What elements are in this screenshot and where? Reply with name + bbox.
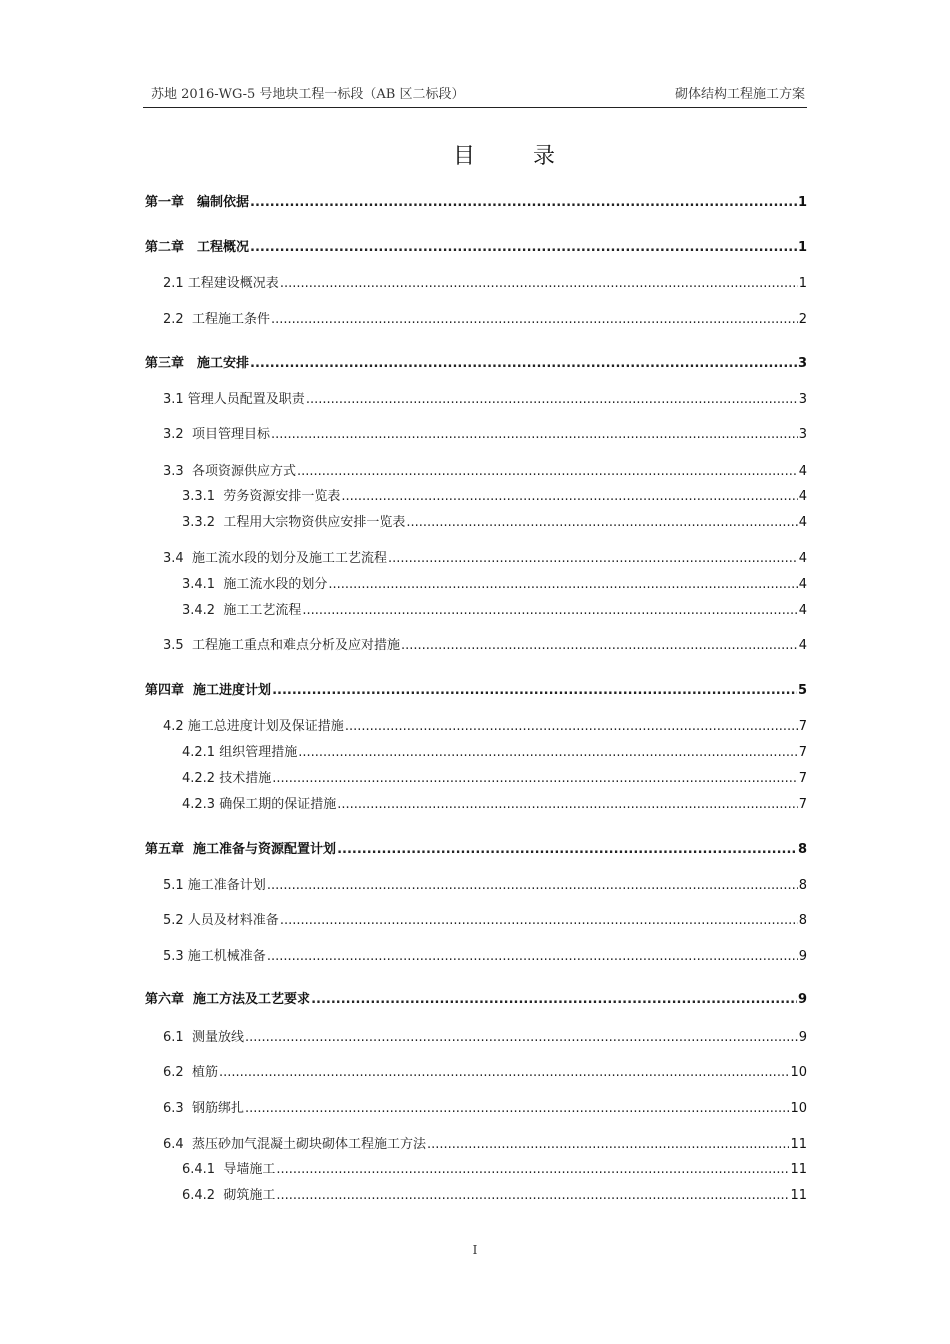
- toc-dot-leader: [250, 238, 797, 258]
- toc-entry-level-3[interactable]: [182, 795, 807, 815]
- toc-entry-page-number: 11: [790, 1137, 807, 1152]
- toc-entry-level-2[interactable]: [163, 876, 807, 896]
- toc-entry-level-3[interactable]: [182, 1186, 807, 1206]
- toc-entry-label: 3.3.2 工程用大宗物资供应安排一览表: [182, 515, 406, 530]
- toc-entry-page-number: 4: [798, 464, 807, 479]
- toc-entry-page-number: 2: [798, 312, 807, 327]
- toc-entry-page-number: 1: [797, 195, 807, 210]
- toc-dot-leader: [302, 601, 797, 621]
- toc-dot-leader: [245, 1099, 790, 1119]
- toc-dot-leader: [276, 1186, 789, 1206]
- toc-entry-label: 4.2 施工总进度计划及保证措施: [163, 719, 344, 734]
- page-number: I: [472, 1243, 478, 1257]
- toc-entry-page-number: 3: [797, 356, 807, 371]
- toc-entry-label: 第二章 工程概况: [145, 240, 250, 255]
- header-project-name: 苏地 2016-WG-5 号地块工程一标段（AB 区二标段）: [151, 87, 465, 102]
- toc-entry-level-3[interactable]: [182, 487, 807, 507]
- toc-dot-leader: [328, 575, 797, 595]
- toc-entry-label: 6.1 测量放线: [163, 1030, 244, 1045]
- toc-entry-label: 4.2.1 组织管理措施: [182, 745, 298, 760]
- toc-entry-label: 3.1 管理人员配置及职责: [163, 392, 305, 407]
- toc-entry-page-number: 5: [797, 683, 807, 698]
- toc-title: 目录: [452, 144, 613, 169]
- toc-entry-label: 6.3 钢筋绑扎: [163, 1101, 244, 1116]
- toc-entry-label: 6.2 植筋: [163, 1065, 218, 1080]
- toc-entry-page-number: 1: [797, 240, 807, 255]
- toc-entry-level-1[interactable]: [145, 238, 807, 258]
- toc-entry-level-2[interactable]: [163, 1135, 807, 1155]
- toc-entry-page-number: 10: [790, 1101, 807, 1116]
- toc-entry-level-2[interactable]: [163, 425, 807, 445]
- toc-entry-page-number: 8: [797, 842, 807, 857]
- toc-entry-label: 第三章 施工安排: [145, 356, 250, 371]
- toc-dot-leader: [298, 743, 798, 763]
- toc-entry-level-2[interactable]: [163, 717, 807, 737]
- toc-dot-leader: [341, 487, 797, 507]
- toc-dot-leader: [401, 636, 798, 656]
- toc-entry-label: 3.3 各项资源供应方式: [163, 464, 296, 479]
- toc-entry-level-3[interactable]: [182, 769, 807, 789]
- toc-entry-page-number: 7: [798, 771, 807, 786]
- toc-dot-leader: [406, 513, 797, 533]
- toc-entry-page-number: 4: [798, 489, 807, 504]
- toc-dot-leader: [388, 549, 798, 569]
- toc-entry-page-number: 9: [798, 949, 807, 964]
- toc-entry-page-number: 4: [798, 515, 807, 530]
- toc-entry-page-number: 11: [790, 1188, 807, 1203]
- toc-entry-page-number: 9: [798, 1030, 807, 1045]
- toc-dot-leader: [276, 1160, 789, 1180]
- toc-dot-leader: [280, 274, 798, 294]
- toc-dot-leader: [271, 310, 798, 330]
- toc-entry-label: 第五章 施工准备与资源配置计划: [145, 842, 337, 857]
- toc-entry-level-3[interactable]: [182, 513, 807, 533]
- toc-entry-label: 3.4.2 施工工艺流程: [182, 603, 302, 618]
- toc-dot-leader: [297, 462, 798, 482]
- toc-entry-page-number: 1: [798, 276, 807, 291]
- toc-dot-leader: [272, 769, 798, 789]
- toc-entry-level-2[interactable]: [163, 1099, 807, 1119]
- toc-entry-label: 6.4.1 导墙施工: [182, 1162, 276, 1177]
- toc-entry-level-1[interactable]: [145, 681, 807, 701]
- toc-entry-page-number: 8: [798, 878, 807, 893]
- toc-entry-level-3[interactable]: [182, 601, 807, 621]
- toc-entry-level-2[interactable]: [163, 310, 807, 330]
- toc-dot-leader: [337, 795, 798, 815]
- toc-dot-leader: [306, 390, 798, 410]
- toc-entry-page-number: 3: [798, 392, 807, 407]
- toc-entry-level-2[interactable]: [163, 274, 807, 294]
- toc-entry-page-number: 11: [790, 1162, 807, 1177]
- toc-entry-label: 第六章 施工方法及工艺要求: [145, 992, 311, 1007]
- toc-entry-level-3[interactable]: [182, 575, 807, 595]
- toc-entry-page-number: 4: [798, 577, 807, 592]
- toc-dot-leader: [219, 1063, 790, 1083]
- toc-entry-level-2[interactable]: [163, 390, 807, 410]
- toc-entry-level-2[interactable]: [163, 1028, 807, 1048]
- toc-entry-page-number: 10: [790, 1065, 807, 1080]
- toc-entry-label: 3.3.1 劳务资源安排一览表: [182, 489, 341, 504]
- toc-entry-page-number: 7: [798, 745, 807, 760]
- toc-entry-level-2[interactable]: [163, 947, 807, 967]
- toc-entry-page-number: 7: [798, 797, 807, 812]
- toc-entry-level-3[interactable]: [182, 1160, 807, 1180]
- toc-entry-level-2[interactable]: [163, 1063, 807, 1083]
- toc-entry-level-1[interactable]: [145, 354, 807, 374]
- toc-dot-leader: [345, 717, 798, 737]
- toc-entry-page-number: 7: [798, 719, 807, 734]
- toc-entry-page-number: 3: [798, 427, 807, 442]
- toc-dot-leader: [311, 990, 797, 1010]
- toc-entry-level-1[interactable]: [145, 193, 807, 213]
- toc-dot-leader: [245, 1028, 798, 1048]
- toc-entry-level-1[interactable]: [145, 990, 807, 1010]
- toc-entry-level-2[interactable]: [163, 549, 807, 569]
- toc-entry-label: 第四章 施工进度计划: [145, 683, 272, 698]
- toc-entry-level-1[interactable]: [145, 840, 807, 860]
- toc-dot-leader: [272, 681, 797, 701]
- toc-entry-label: 5.1 施工准备计划: [163, 878, 266, 893]
- toc-entry-label: 第一章 编制依据: [145, 195, 250, 210]
- toc-dot-leader: [267, 947, 798, 967]
- toc-entry-label: 5.3 施工机械准备: [163, 949, 266, 964]
- toc-entry-label: 3.5 工程施工重点和难点分析及应对措施: [163, 638, 400, 653]
- toc-entry-page-number: 4: [798, 638, 807, 653]
- toc-entry-label: 3.4.1 施工流水段的划分: [182, 577, 328, 592]
- toc-dot-leader: [280, 911, 798, 931]
- toc-entry-page-number: 4: [798, 603, 807, 618]
- toc-dot-leader: [250, 193, 797, 213]
- toc-entry-level-2[interactable]: [163, 636, 807, 656]
- toc-entry-label: 3.4 施工流水段的划分及施工工艺流程: [163, 551, 387, 566]
- toc-entry-level-2[interactable]: [163, 911, 807, 931]
- toc-entry-label: 4.2.2 技术措施: [182, 771, 272, 786]
- header-document-title: 砌体结构工程施工方案: [674, 87, 805, 102]
- toc-entry-label: 2.2 工程施工条件: [163, 312, 270, 327]
- toc-dot-leader: [250, 354, 797, 374]
- toc-entry-page-number: 8: [798, 913, 807, 928]
- toc-entry-level-3[interactable]: [182, 743, 807, 763]
- toc-entry-label: 4.2.3 确保工期的保证措施: [182, 797, 337, 812]
- toc-dot-leader: [427, 1135, 790, 1155]
- toc-entry-label: 3.2 项目管理目标: [163, 427, 270, 442]
- toc-entry-label: 5.2 人员及材料准备: [163, 913, 279, 928]
- toc-entry-page-number: 9: [797, 992, 807, 1007]
- toc-entry-label: 6.4 蒸压砂加气混凝土砌块砌体工程施工方法: [163, 1137, 426, 1152]
- toc-dot-leader: [337, 840, 797, 860]
- toc-entry-level-2[interactable]: [163, 462, 807, 482]
- toc-dot-leader: [271, 425, 798, 445]
- toc-dot-leader: [267, 876, 798, 896]
- toc-entry-label: 2.1 工程建设概况表: [163, 276, 279, 291]
- toc-entry-label: 6.4.2 砌筑施工: [182, 1188, 276, 1203]
- toc-entry-page-number: 4: [798, 551, 807, 566]
